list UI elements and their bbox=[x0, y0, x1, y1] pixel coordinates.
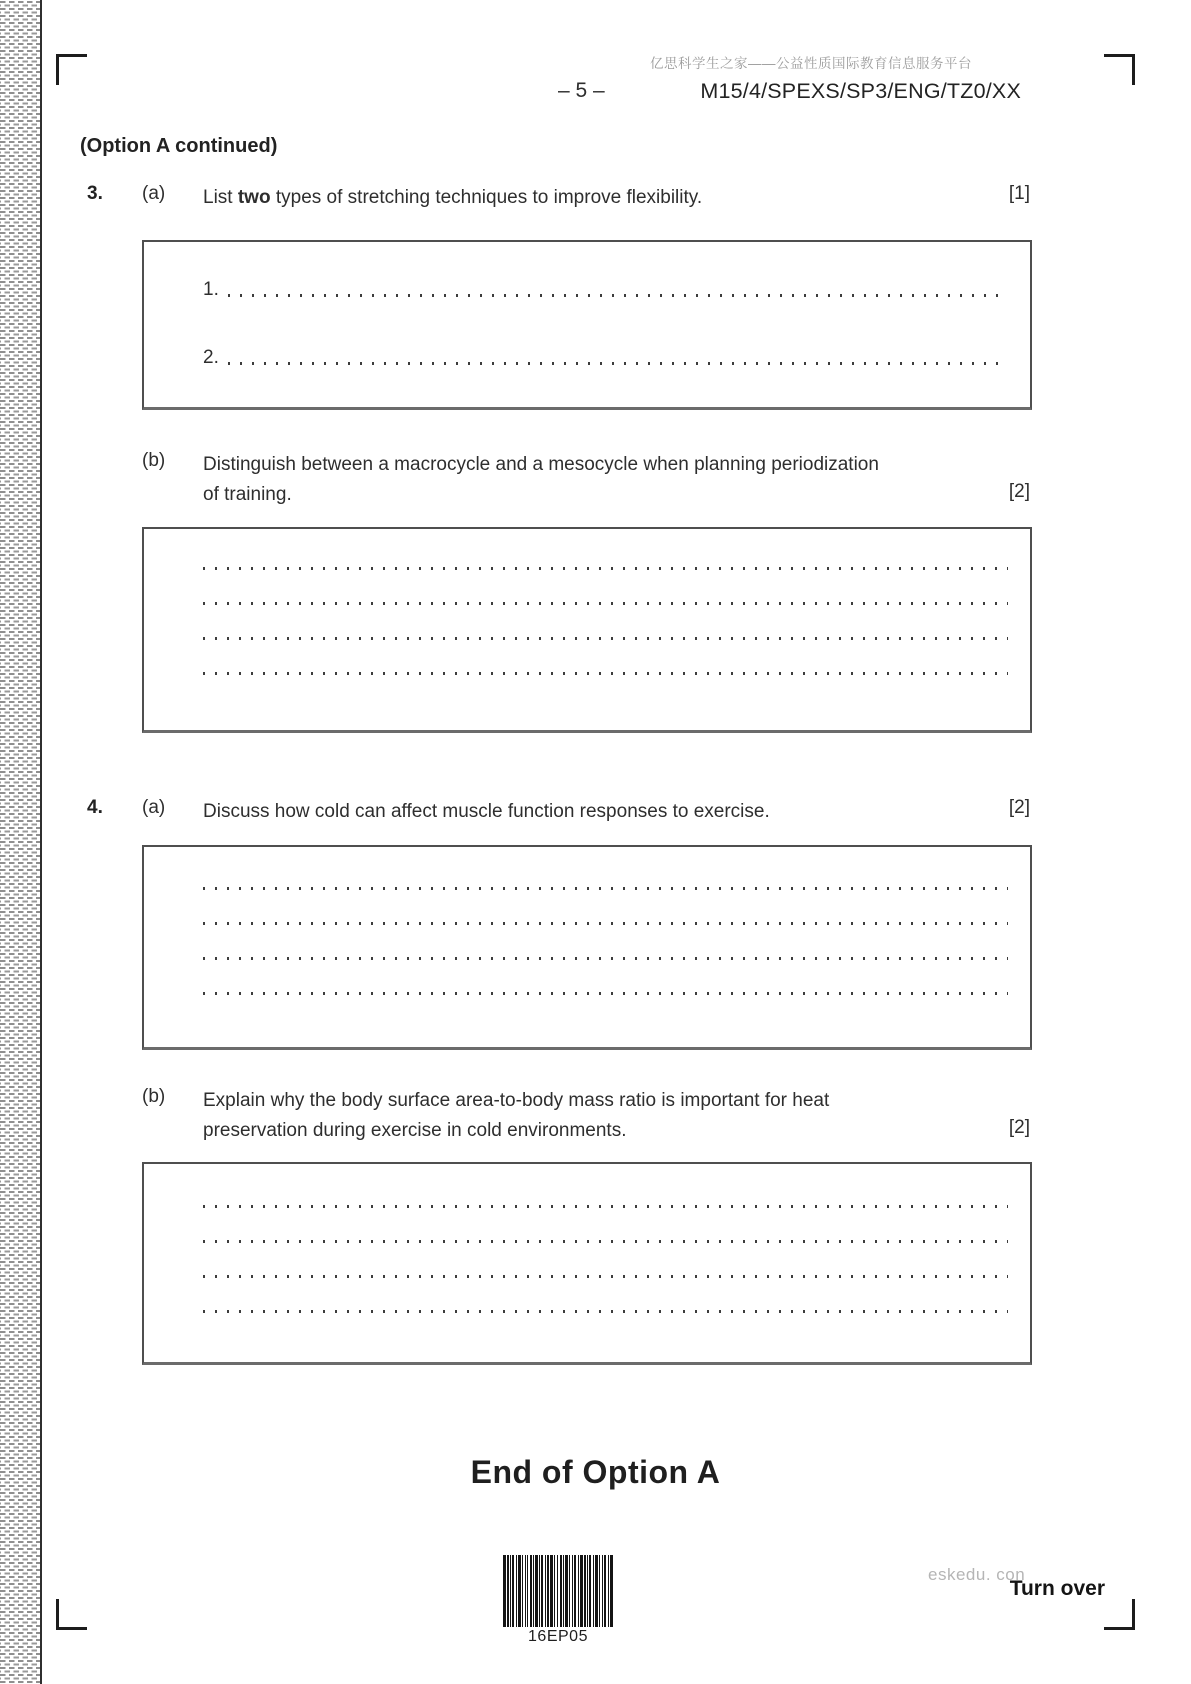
barcode-label: 16EP05 bbox=[528, 1628, 588, 1645]
question-4a-text: Discuss how cold can affect muscle function responses to exercise. bbox=[203, 801, 770, 822]
question-3a-marks: [1] bbox=[1008, 183, 1030, 204]
question-4a-label: (a) bbox=[142, 797, 166, 818]
question-3a-label: (a) bbox=[142, 183, 166, 204]
dotted-answer-line bbox=[203, 1240, 1008, 1243]
answer-line bbox=[203, 278, 1000, 300]
corner-mark-bottom-right bbox=[1104, 1599, 1135, 1630]
corner-mark-top-right bbox=[1104, 54, 1135, 85]
question-4b-label: (b) bbox=[142, 1086, 166, 1107]
question-3b-line2: of training. bbox=[203, 484, 292, 505]
dotted-answer-line bbox=[203, 992, 1008, 995]
corner-mark-bottom-left bbox=[56, 1599, 87, 1630]
answer-line-number: 1. bbox=[203, 279, 219, 300]
question-4b-marks: [2] bbox=[1008, 1117, 1030, 1138]
left-binding-texture bbox=[0, 0, 42, 1684]
question-3b-marks: [2] bbox=[1008, 481, 1030, 502]
dotted-answer-line bbox=[228, 294, 1000, 297]
question-4b-text bbox=[203, 1086, 829, 1146]
question-3a-text-prefix: List bbox=[203, 187, 238, 208]
end-of-option-note: End of Option A bbox=[470, 1454, 721, 1490]
question-3a-text bbox=[203, 183, 702, 213]
answer-box-3b bbox=[142, 527, 1032, 733]
question-4b-line2: preservation during exercise in cold environments. bbox=[203, 1120, 627, 1141]
answer-line bbox=[203, 346, 1000, 368]
question-4a-marks: [2] bbox=[1008, 797, 1030, 818]
site-watermark: eskedu. con bbox=[928, 1565, 1026, 1584]
dotted-answer-line bbox=[203, 567, 1008, 570]
page-number: – 5 – bbox=[558, 79, 605, 102]
question-3b-label: (b) bbox=[142, 450, 166, 471]
dotted-answer-line bbox=[228, 362, 1000, 365]
dotted-answer-line bbox=[203, 672, 1008, 675]
dotted-answer-line bbox=[203, 1275, 1008, 1278]
question-3b-text bbox=[203, 450, 879, 510]
question-3a-text-suffix: types of stretching techniques to improve flexibility. bbox=[270, 187, 703, 208]
dotted-answer-line bbox=[203, 1310, 1008, 1313]
answer-box-3a bbox=[142, 240, 1032, 410]
answer-box-4a bbox=[142, 845, 1032, 1050]
dotted-answer-line bbox=[203, 922, 1008, 925]
turn-over-note: Turn over bbox=[1009, 1577, 1105, 1600]
binding-texture-svg bbox=[0, 0, 42, 1684]
option-continued-note: (Option A continued) bbox=[80, 135, 278, 157]
question-4b-line1: Explain why the body surface area-to-body mass ratio is important for heat bbox=[203, 1090, 830, 1111]
dotted-answer-line bbox=[203, 602, 1008, 605]
question-3-number: 3. bbox=[87, 183, 103, 204]
question-3b-line1: Distinguish between a macrocycle and a mesocycle when planning periodization bbox=[203, 454, 879, 475]
answer-line-number: 2. bbox=[203, 347, 219, 368]
answer-box-4b bbox=[142, 1162, 1032, 1365]
barcode bbox=[503, 1555, 613, 1627]
dotted-answer-line bbox=[203, 1205, 1008, 1208]
header-watermark: 亿思科学生之家——公益性质国际教育信息服务平台 bbox=[650, 56, 972, 71]
dotted-answer-line bbox=[203, 637, 1008, 640]
paper-code: M15/4/SPEXS/SP3/ENG/TZ0/XX bbox=[700, 79, 1021, 103]
corner-mark-top-left bbox=[56, 54, 87, 85]
dotted-answer-line bbox=[203, 957, 1008, 960]
question-3a-text-bold: two bbox=[237, 187, 271, 208]
question-4-number: 4. bbox=[87, 797, 103, 818]
dotted-answer-line bbox=[203, 887, 1008, 890]
